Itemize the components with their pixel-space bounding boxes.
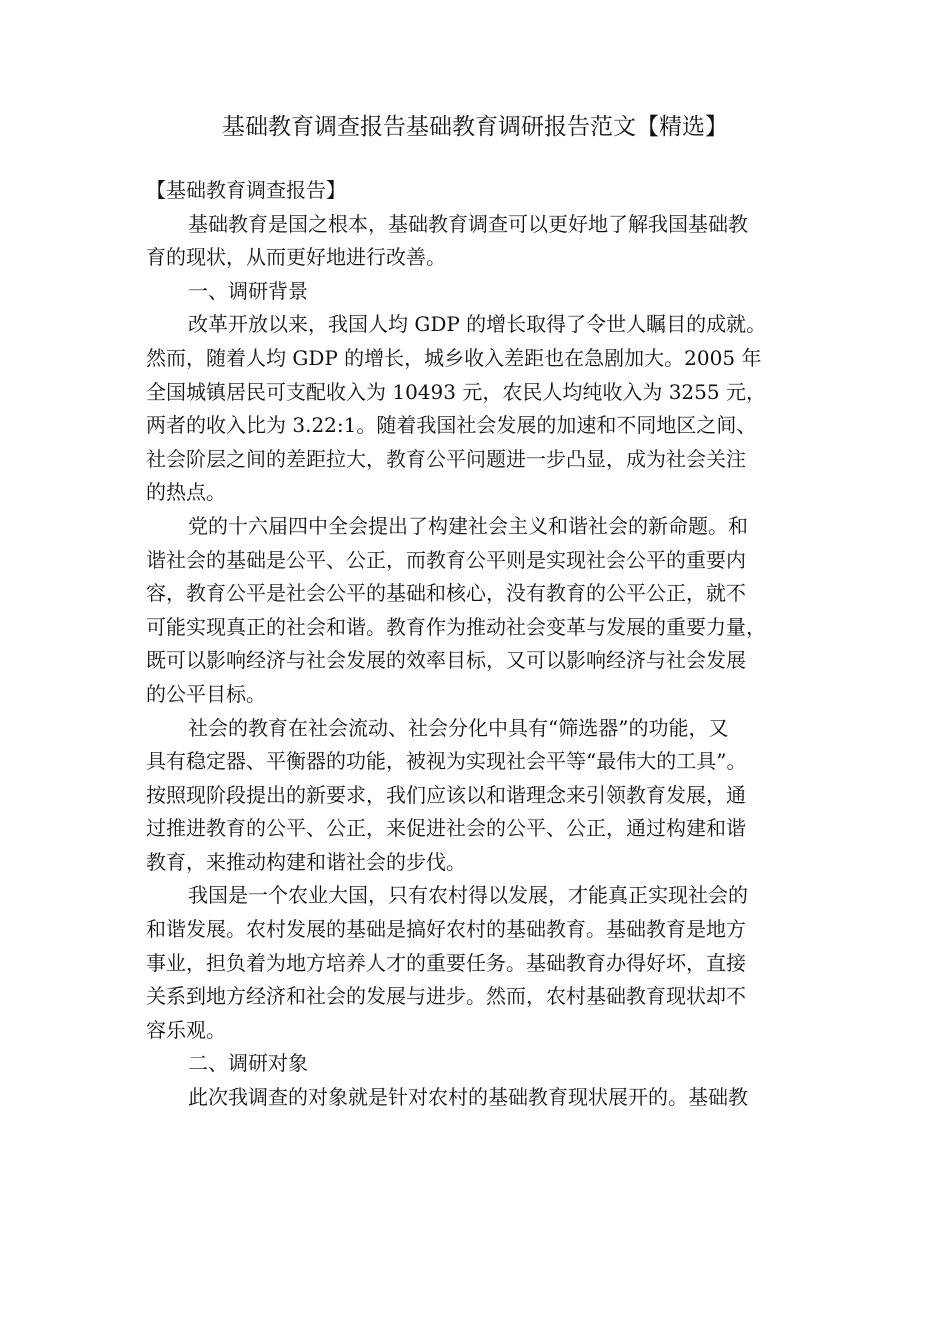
text-line: 容，教育公平是社会公平的基础和核心，没有教育的公平公正，就不 [146, 581, 746, 606]
text-line: 社会的教育在社会流动、社会分化中具有“筛选器”的功能，又 [188, 715, 729, 740]
text-line: 【基础教育调查报告】 [146, 178, 346, 202]
text-line: 的热点。 [146, 480, 226, 505]
text-line: 基础教育是国之根本，基础教育调查可以更好地了解我国基础教 [188, 211, 748, 236]
text-line: 我国是一个农业大国，只有农村得以发展，才能真正实现社会的 [188, 883, 748, 908]
text-line: 可能实现真正的社会和谐。教育作为推动社会变革与发展的重要力量， [146, 614, 766, 639]
text-line: 事业，担负着为地方培养人才的重要任务。基础教育办得好坏，直接 [146, 950, 746, 975]
text-line: 二、调研对象 [188, 1051, 308, 1076]
text-line: 的公平目标。 [146, 681, 266, 706]
text-line: 此次我调查的对象就是针对农村的基础教育现状展开的。基础教 [188, 1085, 748, 1110]
text-line: 育的现状，从而更好地进行改善。 [146, 245, 446, 270]
text-line: 两者的收入比为 3.22:1。随着我国社会发展的加速和不同地区之间、 [146, 413, 757, 438]
text-line: 关系到地方经济和社会的发展与进步。然而，农村基础教育现状却不 [146, 984, 746, 1009]
document-body [146, 174, 814, 1115]
text-line: 具有稳定器、平衡器的功能，被视为实现社会平等“最伟大的工具”。 [146, 749, 747, 774]
text-line: 既可以影响经济与社会发展的效率目标，又可以影响经济与社会发展 [146, 648, 746, 673]
document-title: 基础教育调查报告基础教育调研报告范文【精选】 [222, 114, 728, 140]
text-line: 教育，来推动构建和谐社会的步伐。 [146, 849, 466, 874]
text-line: 过推进教育的公平、公正，来促进社会的公平、公正，通过构建和谐 [146, 816, 746, 841]
text-line: 然而，随着人均 GDP 的增长，城乡收入差距也在急剧加大。2005 年 [146, 345, 762, 370]
text-line: 全国城镇居民可支配收入为 10493 元，农民人均纯收入为 3255 元， [146, 379, 766, 404]
text-line: 党的十六届四中全会提出了构建社会主义和谐社会的新命题。和 [188, 513, 748, 538]
text-line: 谐社会的基础是公平、公正，而教育公平则是实现社会公平的重要内 [146, 547, 746, 572]
text-line: 和谐发展。农村发展的基础是搞好农村的基础教育。基础教育是地方 [146, 917, 746, 942]
text-line: 一、调研背景 [188, 278, 308, 303]
text-line: 社会阶层之间的差距拉大，教育公平问题进一步凸显，成为社会关注 [146, 446, 746, 471]
text-line: 容乐观。 [146, 1017, 226, 1042]
text-line: 按照现阶段提出的新要求，我们应该以和谐理念来引领教育发展，通 [146, 782, 746, 807]
text-line: 改革开放以来，我国人均 GDP 的增长取得了令世人瞩目的成就。 [188, 312, 767, 337]
